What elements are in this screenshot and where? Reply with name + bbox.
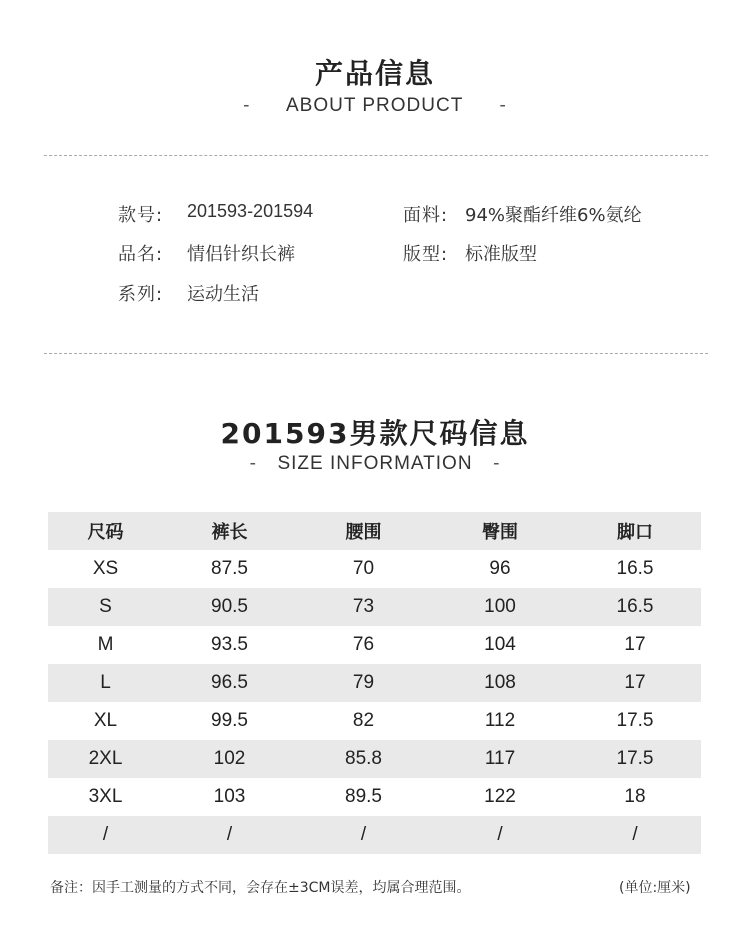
table-cell: 18	[624, 786, 646, 807]
table-cell: 117	[484, 748, 516, 769]
unit-note: (单位:厘米)	[619, 880, 691, 896]
series-value: 运动生活	[187, 284, 259, 305]
name-value: 情侣针织长裤	[187, 244, 295, 265]
table-row	[48, 626, 701, 664]
table-cell: 102	[213, 748, 246, 769]
table-cell: 16.5	[616, 596, 654, 617]
table-cell: 76	[352, 634, 375, 655]
table-cell: 17.5	[616, 748, 654, 769]
style-no-value: 201593-201594	[187, 201, 314, 221]
subtitle-dash-right: -	[499, 95, 507, 116]
table-cell: 99.5	[211, 710, 248, 731]
divider-bottom	[44, 353, 708, 354]
table-cell: /	[632, 824, 638, 845]
table-row	[48, 740, 701, 778]
table-cell: 112	[484, 710, 516, 731]
table-cell: 100	[484, 596, 516, 617]
table-cell: XL	[93, 710, 118, 731]
table-cell: 73	[352, 596, 375, 617]
style-no-label: 款号:	[118, 205, 164, 226]
table-row	[48, 778, 701, 816]
table-cell: 93.5	[211, 634, 248, 655]
header-size: 尺码	[87, 522, 124, 543]
header-waist: 腰围	[345, 522, 382, 543]
table-cell: 17	[624, 634, 646, 655]
table-cell: 3XL	[88, 786, 123, 807]
table-cell: 90.5	[211, 596, 248, 617]
header-length: 裤长	[211, 522, 248, 543]
table-row	[48, 550, 701, 588]
table-cell: 17	[624, 672, 646, 693]
table-row	[48, 702, 701, 740]
product-info-subtitle	[0, 95, 750, 117]
fit-label: 版型:	[403, 244, 449, 265]
table-cell: M	[97, 634, 114, 655]
fabric-label: 面料:	[403, 205, 449, 226]
name-label: 品名:	[118, 244, 164, 265]
fit-value: 标准版型	[465, 244, 537, 265]
fabric-value: 94%聚酯纤维6%氨纶	[465, 205, 642, 226]
table-cell: 2XL	[88, 748, 123, 769]
table-cell: 89.5	[345, 786, 382, 807]
table-cell: 96.5	[211, 672, 248, 693]
table-cell: /	[226, 824, 233, 845]
header-hip: 臀围	[482, 522, 518, 543]
table-row	[48, 816, 701, 854]
table-cell: 17.5	[616, 710, 654, 731]
table-header-row	[48, 512, 701, 550]
product-info-title: 产品信息	[314, 57, 435, 90]
table-cell: 16.5	[616, 558, 654, 579]
table-cell: S	[99, 596, 112, 617]
table-cell: 70	[352, 558, 375, 579]
table-cell: 108	[484, 672, 516, 693]
table-cell: 87.5	[211, 558, 248, 579]
divider-top	[44, 155, 708, 156]
table-cell: L	[100, 672, 111, 693]
size-subtitle-dash-right: -	[493, 453, 501, 474]
size-subtitle-text: SIZE INFORMATION	[277, 453, 473, 474]
footer-note: 备注：因手工测量的方式不同，会存在±3CM误差，均属合理范围。	[50, 880, 471, 896]
table-cell: 85.8	[345, 748, 382, 769]
table-cell: 103	[213, 786, 246, 807]
size-info-subtitle	[0, 453, 750, 475]
header-leg-opening: 脚口	[617, 522, 653, 543]
table-cell: XS	[92, 558, 119, 579]
table-cell: 104	[484, 634, 516, 655]
series-label: 系列:	[118, 284, 164, 305]
table-cell: 122	[484, 786, 516, 807]
table-cell: 79	[352, 672, 375, 693]
table-cell: /	[102, 824, 109, 845]
table-cell: /	[360, 824, 367, 845]
table-cell: 82	[352, 710, 375, 731]
size-info-title: 201593男款尺码信息	[220, 417, 530, 450]
size-table	[48, 512, 701, 854]
table-row	[48, 588, 701, 626]
table-row	[48, 664, 701, 702]
size-subtitle-dash-left: -	[249, 453, 257, 474]
table-cell: /	[497, 824, 503, 845]
subtitle-dash-left: -	[243, 95, 251, 116]
subtitle-text: ABOUT PRODUCT	[285, 95, 463, 116]
table-cell: 96	[489, 558, 511, 579]
